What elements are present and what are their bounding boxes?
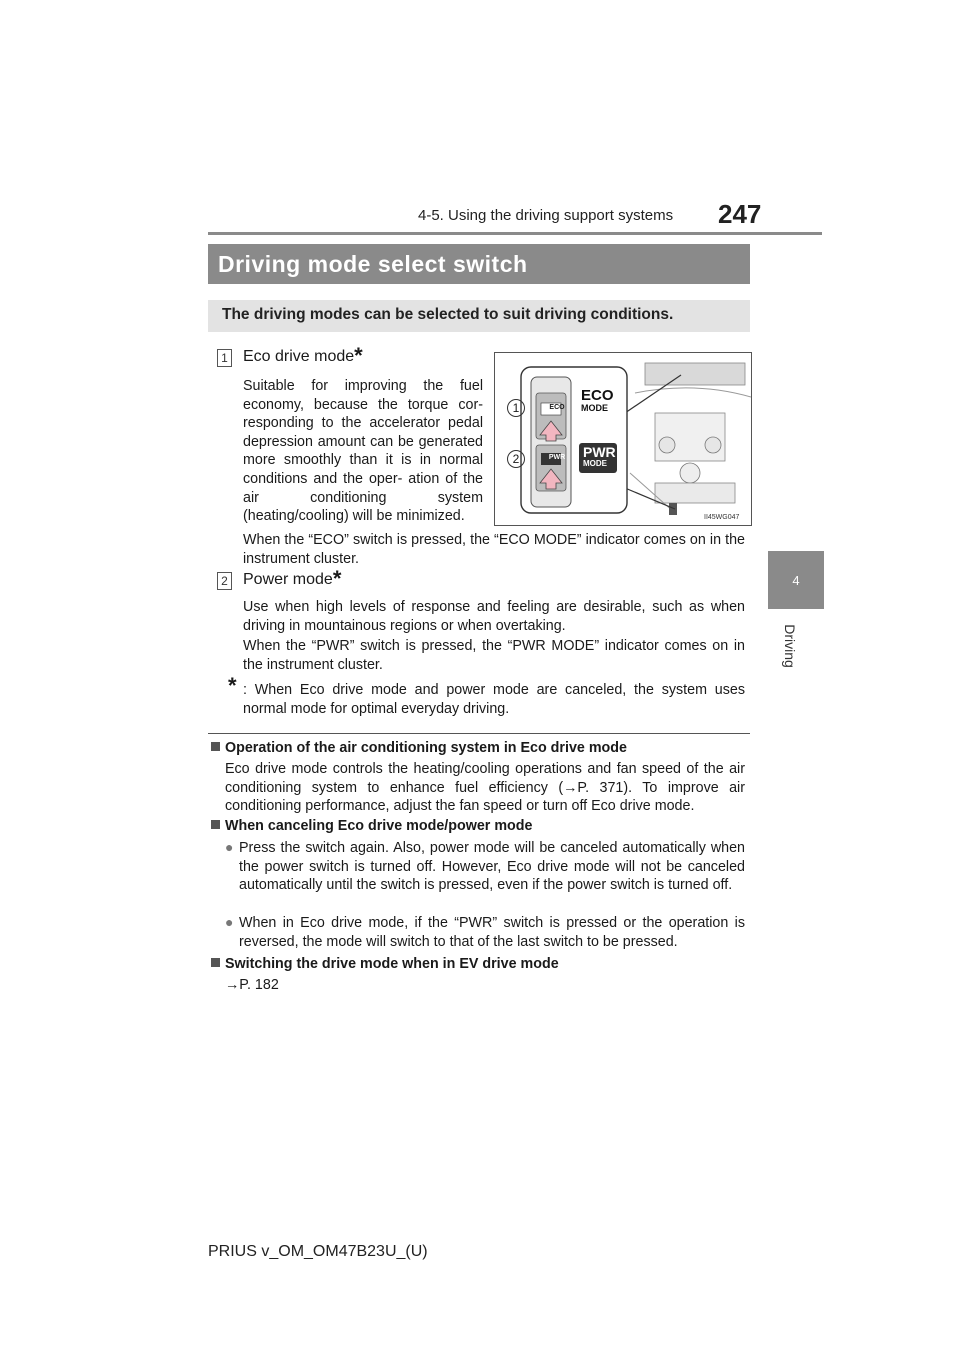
item-body-eco-indicator: When the “ECO” switch is pressed, the “ECO MODE” indicator comes on in the instrument cluster.	[243, 532, 745, 567]
footnote-mark: *	[228, 673, 237, 698]
section-header: 4-5. Using the driving support systems	[418, 207, 674, 224]
footer-doc-id: PRIUS v_OM_OM47B23U_(U)	[208, 1243, 428, 1260]
intro-bar	[208, 300, 750, 332]
square-bullet-icon	[211, 820, 220, 829]
item-number-box: 2	[217, 572, 232, 590]
header-rule	[208, 232, 822, 235]
list-item: ● When in Eco drive mode, if the “PWR” switch is pressed or the operation is reversed, the mode will switch to that of the last switch to be pressed.	[225, 914, 745, 950]
switch-illustration	[494, 352, 752, 526]
footnote-text: : When Eco drive mode and power mode are canceled, the system uses normal mode for optimal everyday driving.	[243, 682, 745, 717]
figure-code: II45WG047	[704, 514, 740, 521]
callout-1: 1	[507, 399, 525, 417]
bullet-icon: ●	[225, 839, 234, 855]
item-title-power: Power mode*	[243, 566, 342, 591]
note-heading-ac: Operation of the air conditioning system in Eco drive mode	[211, 740, 627, 756]
intro-text: The driving modes can be selected to suit driving conditions.	[222, 306, 674, 323]
section-title: Driving mode select switch	[218, 251, 528, 277]
square-bullet-icon	[211, 958, 220, 967]
dashboard-illustration	[495, 353, 751, 525]
divider	[208, 733, 750, 734]
callout-2: 2	[507, 450, 525, 468]
bullet-icon: ●	[225, 914, 234, 930]
chapter-tab	[768, 551, 824, 609]
list-item: ● Press the switch again. Also, power mode will be canceled automatically when the power switch is turned off. However, Eco drive mode will not be canceled automatically until the switch is pressed, even if the power switch is turned off.	[225, 839, 745, 894]
item-body-power-indicator: When the “PWR” switch is pressed, the “PWR MODE” indicator comes on in the instrument cluster.	[243, 638, 745, 673]
pwr-indicator: PWR MODE	[583, 444, 616, 468]
note-heading-cancel: When canceling Eco drive mode/power mode	[211, 818, 532, 834]
eco-button-label: ECO	[549, 404, 565, 411]
item-body-eco: Suitable for improving the fuel economy, because the torque cor- responding to the accelerator pedal depression amount can be generated more smoothly than it is in normal conditions and the oper- ation of the air conditioning system (heating/cooling) will be minimized.	[243, 378, 483, 525]
chapter-label: Driving	[781, 624, 798, 668]
eco-indicator: ECO MODE	[581, 387, 614, 413]
square-bullet-icon	[211, 742, 220, 751]
note-text-ev: →P. 182	[225, 977, 279, 993]
item-title-eco: Eco drive mode*	[243, 343, 363, 368]
note-text-ac: Eco drive mode controls the heating/cooling operations and fan speed of the air conditioning system to enhance fuel efficiency (→P. 371). To improve air conditioning performance, adjust the fan speed or turn off Eco drive mode.	[225, 761, 745, 815]
chapter-number: 4	[792, 573, 800, 588]
item-body-power: Use when high levels of response and feeling are desirable, such as when driving in mountainous regions or when overtaking.	[243, 599, 745, 634]
note-heading-ev: Switching the drive mode when in EV drive mode	[211, 956, 559, 972]
item-number-box: 1	[217, 349, 232, 367]
pwr-button-label: PWR	[548, 454, 566, 461]
page-number: 247	[718, 199, 762, 229]
section-title-bar	[208, 244, 750, 284]
